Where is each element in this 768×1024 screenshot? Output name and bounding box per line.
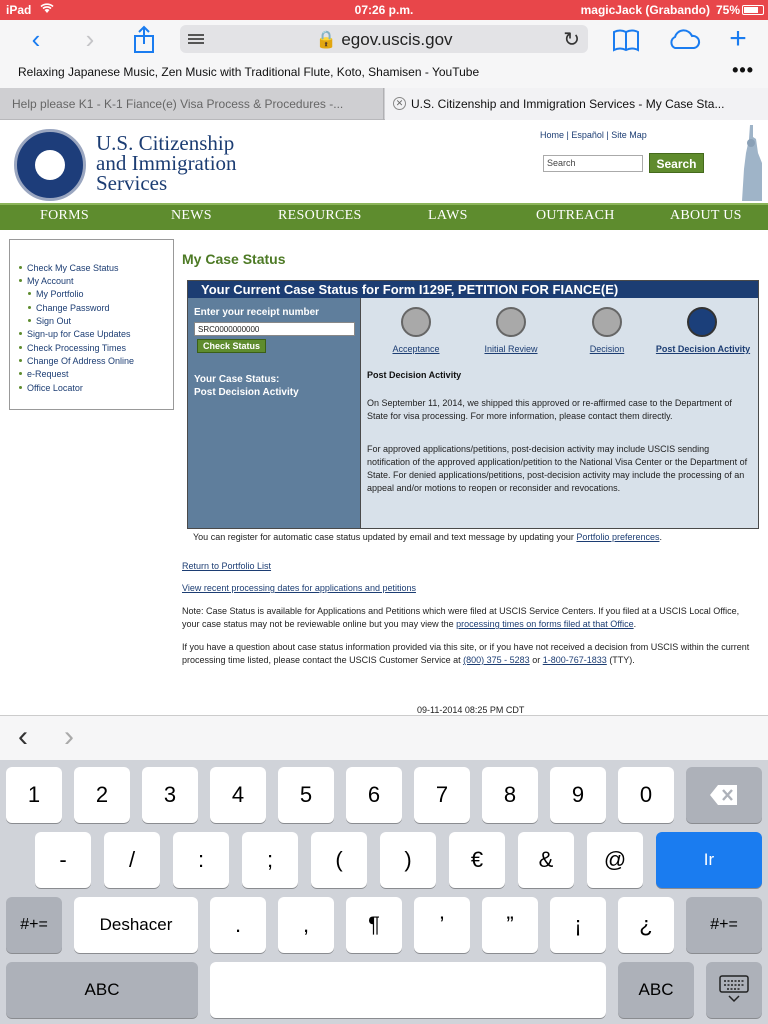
go-key[interactable]: Ir (656, 832, 762, 888)
hide-keyboard-key[interactable] (706, 962, 762, 1018)
nav-laws[interactable]: LAWS (428, 208, 468, 223)
tab-title: U.S. Citizenship and Immigration Services - My Case Sta... (411, 97, 725, 111)
home-link[interactable]: Home (540, 130, 565, 140)
icloud-tabs-icon[interactable] (666, 24, 702, 56)
clock: 07:26 p.m. (354, 3, 414, 17)
panel-title: Your Current Case Status for Form I129F, PETITION FOR FIANCE(E) (188, 281, 758, 298)
step-post-decision-icon (687, 307, 717, 337)
battery-icon (742, 5, 764, 15)
tab-k1-forum[interactable] (0, 88, 384, 120)
case-status-label: Your Case Status: (194, 374, 280, 385)
key-2[interactable]: 2 (74, 767, 130, 823)
key-semicolon[interactable]: ; (242, 832, 298, 888)
share-icon[interactable] (128, 24, 160, 56)
key-inverted-question[interactable]: ¿ (618, 897, 674, 953)
agency-line: and Immigration (96, 151, 237, 175)
key-ampersand[interactable]: & (518, 832, 574, 888)
step-decision-icon (592, 307, 622, 337)
keyboard-hide-icon (719, 975, 749, 1003)
receipt-number-input[interactable]: SRC0000000000 (194, 322, 355, 336)
address-bar[interactable] (180, 25, 588, 53)
bookmark-youtube[interactable]: Relaxing Japanese Music, Zen Music with Traditional Flute, Koto, Shamisen - YouTube (18, 65, 480, 79)
key-9[interactable]: 9 (550, 767, 606, 823)
more-icon[interactable]: ••• (732, 60, 754, 80)
key-close-paren[interactable]: ) (380, 832, 436, 888)
phone-link-2[interactable]: 1-800-767-1833 (542, 655, 607, 665)
agency-line: U.S. Citizenship (96, 131, 235, 155)
backspace-key[interactable] (686, 767, 762, 823)
detail-paragraph-2: For approved applications/petitions, post-decision activity may include USCIS sending notification of the approved application/petition to the National Visa Center or the Department of State. For denied applications/petitions, post-decision activity may include the processing of an appeal and/or motions to reopen or reconsider and revocations. (367, 444, 748, 493)
main-nav (0, 203, 768, 230)
recent-processing-link[interactable]: View recent processing dates for applications and petitions (182, 583, 416, 593)
return-to-portfolio-link[interactable]: Return to Portfolio List (182, 561, 272, 571)
key-7[interactable]: 7 (414, 767, 470, 823)
nav-resources[interactable]: RESOURCES (278, 208, 362, 223)
key-0[interactable]: 0 (618, 767, 674, 823)
note-text: Note: Case Status is available for Applications and Petitions which were filed at USCIS Service Centers. If you filed at a USCIS Local Office, your case status may not be reviewable online but you may view the processing times on forms filed at that Office. (182, 606, 740, 629)
tty-text: (TTY). (609, 655, 635, 665)
key-inverted-exclamation[interactable]: ¡ (550, 897, 606, 953)
nav-forms[interactable]: FORMS (40, 208, 89, 223)
nav-news[interactable]: NEWS (171, 208, 212, 223)
check-status-button[interactable]: Check Status (197, 339, 266, 353)
backspace-icon (709, 784, 739, 806)
page-title: My Case Status (182, 251, 286, 267)
question-sentence: If you have a question about case status information provided via this site, or if you have not received a decision from USCIS within the current processing time listed, please contact the USCIS Customer Service at (182, 642, 750, 665)
key-apostrophe[interactable]: ’ (414, 897, 470, 953)
key-pilcrow[interactable]: ¶ (346, 897, 402, 953)
key-3[interactable]: 3 (142, 767, 198, 823)
keyboard (0, 760, 768, 1024)
status-bar (0, 0, 768, 20)
key-slash[interactable]: / (104, 832, 160, 888)
processing-times-office-link[interactable]: processing times on forms filed at that Office (456, 619, 634, 629)
undo-key[interactable]: Deshacer (74, 897, 198, 953)
url-text: 🔒 egov.uscis.gov (315, 30, 453, 49)
keyboard-accessory-bar (0, 715, 768, 760)
key-5[interactable]: 5 (278, 767, 334, 823)
key-at[interactable]: @ (587, 832, 643, 888)
step-initial-review-link[interactable]: Initial Review (484, 344, 538, 354)
device-name: iPad (6, 3, 32, 17)
next-field-icon[interactable]: › (64, 720, 74, 753)
key-dash[interactable]: - (35, 832, 91, 888)
step-decision-link[interactable]: Decision (589, 344, 625, 354)
key-6[interactable]: 6 (346, 767, 402, 823)
site-search-button[interactable]: Search (649, 153, 704, 173)
agency-line: Services (96, 171, 168, 195)
detail-paragraph-1: On September 11, 2014, we shipped this approved or re-affirmed case to the Department of State for visa processing. For more information, please contact them directly. (367, 398, 732, 421)
note-sentence: Note: Case Status is available for Applications and Petitions which were filed at USCIS Service Centers. If you filed at a USCIS Local Office, your case status may not be reviewable online but you may view the (182, 606, 740, 629)
bookmarks-icon[interactable] (610, 24, 642, 56)
sidebar-item-change-address[interactable]: Change Of Address Online (27, 356, 135, 366)
sidebar-item-processing-times[interactable]: Check Processing Times (27, 343, 127, 353)
abc-key-left[interactable]: ABC (6, 962, 198, 1018)
tab-bar (0, 88, 768, 120)
dhs-seal-icon (14, 129, 86, 201)
phone-link-1[interactable]: (800) 375 - 5283 (463, 655, 530, 665)
carrier-status: magicJack (Grabando) (580, 3, 710, 17)
more-symbols-key-left[interactable]: #+= (6, 897, 62, 953)
battery-percent: 75% (715, 3, 740, 17)
reload-icon[interactable]: ↻ (563, 29, 580, 51)
step-acceptance-link[interactable]: Acceptance (392, 344, 440, 354)
key-1[interactable]: 1 (6, 767, 62, 823)
sidebar-menu (9, 239, 174, 410)
step-initial-review-icon (496, 307, 526, 337)
sidebar-item-check-case-status[interactable]: Check My Case Status (27, 263, 119, 273)
key-comma[interactable]: , (278, 897, 334, 953)
abc-key-right[interactable]: ABC (618, 962, 694, 1018)
key-8[interactable]: 8 (482, 767, 538, 823)
nav-outreach[interactable]: OUTREACH (536, 208, 615, 223)
detail-title: Post Decision Activity (367, 370, 462, 380)
key-euro[interactable]: € (449, 832, 505, 888)
key-period[interactable]: . (210, 897, 266, 953)
question-text (182, 641, 752, 667)
step-post-decision-link[interactable]: Post Decision Activity (655, 344, 751, 354)
space-key[interactable] (210, 962, 606, 1018)
forward-icon[interactable]: › (85, 24, 95, 54)
more-symbols-key-right[interactable]: #+= (686, 897, 762, 953)
portfolio-preferences-link[interactable]: Portfolio preferences (576, 532, 660, 542)
browser-toolbar (0, 20, 768, 60)
key-colon[interactable]: : (173, 832, 229, 888)
espanol-link[interactable]: Español (571, 130, 604, 140)
close-tab-icon[interactable]: ✕ (393, 97, 406, 110)
timestamp: 09-11-2014 08:25 PM CDT (417, 705, 525, 715)
new-tab-icon[interactable]: + (729, 22, 747, 55)
case-status-panel (187, 280, 759, 529)
url-value: egov.uscis.gov (341, 30, 453, 49)
receipt-label: Enter your receipt number (194, 307, 320, 318)
or-text: or (532, 655, 541, 665)
bookmarks-bar (0, 60, 768, 88)
sidebar-item-my-portfolio[interactable]: My Portfolio (36, 289, 84, 299)
case-status-value: Post Decision Activity (194, 387, 299, 398)
sidebar-item-my-account[interactable]: My Account (27, 276, 74, 286)
status-detail-column (360, 298, 758, 528)
receipt-column (188, 298, 360, 528)
nav-about-us[interactable]: ABOUT US (670, 208, 742, 223)
tab-uscis[interactable] (385, 88, 768, 120)
agency-logo-text[interactable] (96, 133, 237, 193)
previous-field-icon[interactable]: ‹ (18, 720, 28, 753)
site-search-input[interactable]: Search (543, 155, 643, 172)
register-sentence: You can register for automatic case status updated by email and text message by updating your (193, 532, 574, 542)
tab-title: Help please K1 - K-1 Fiance(e) Visa Process & Procedures -... (12, 97, 344, 111)
utility-links: Home | Español | Site Map (540, 130, 647, 140)
key-4[interactable]: 4 (210, 767, 266, 823)
sitemap-link[interactable]: Site Map (611, 130, 647, 140)
sidebar-item-sign-out[interactable]: Sign Out (36, 316, 72, 326)
web-content (0, 121, 768, 715)
sidebar-item-office-locator[interactable]: Office Locator (27, 383, 83, 393)
key-quote[interactable]: ” (482, 897, 538, 953)
step-acceptance-icon (401, 307, 431, 337)
sidebar-item-case-updates[interactable]: Sign-up for Case Updates (27, 329, 131, 339)
sidebar-item-e-request[interactable]: e-Request (27, 369, 69, 379)
key-open-paren[interactable]: ( (311, 832, 367, 888)
sidebar-item-change-password[interactable]: Change Password (36, 303, 110, 313)
register-text: You can register for automatic case status updated by email and text message by updating your Portfolio preferences. (193, 532, 662, 542)
back-icon[interactable]: ‹ (31, 24, 41, 54)
statue-of-liberty-icon (736, 123, 768, 201)
